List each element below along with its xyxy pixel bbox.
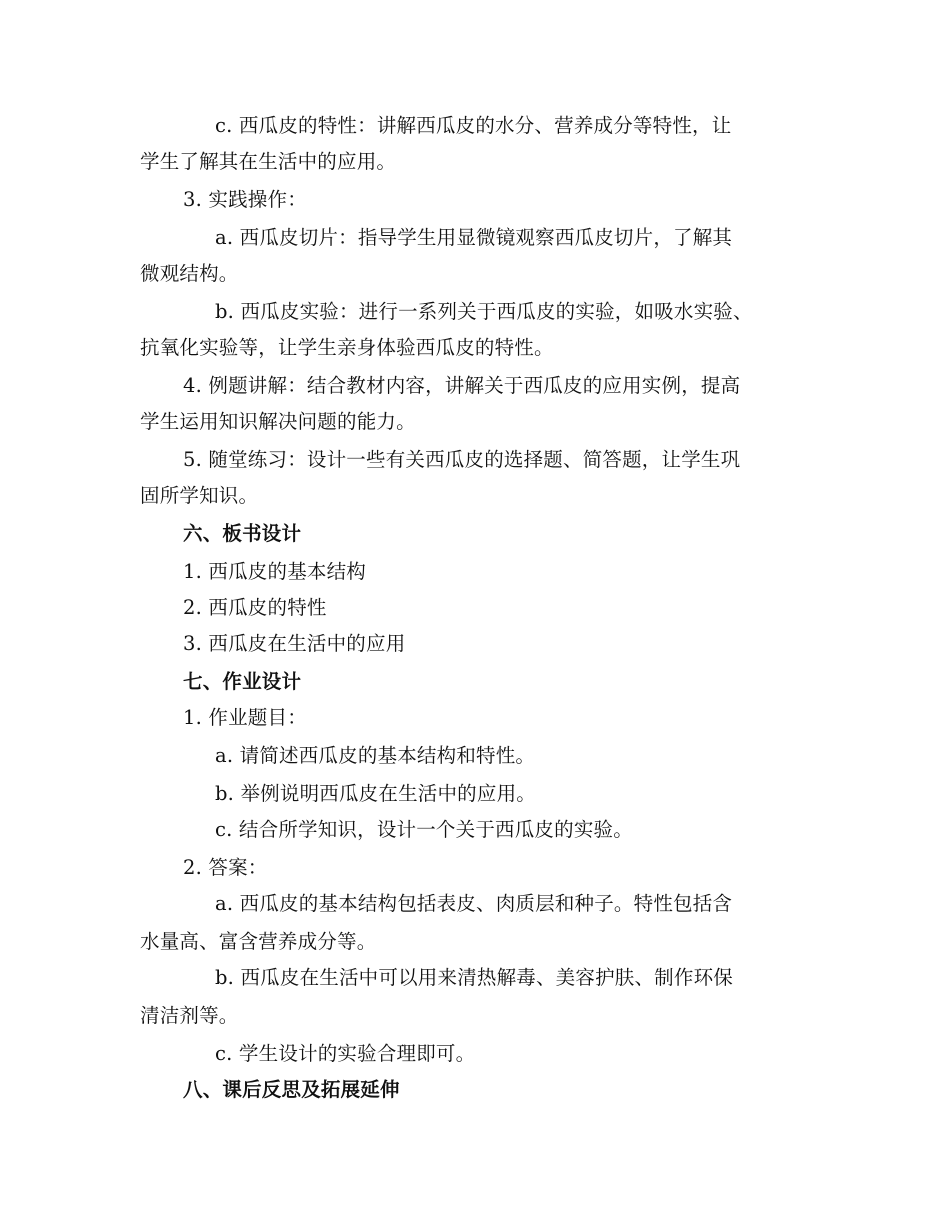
section-heading: 六、板书设计 xyxy=(183,522,302,545)
text-line: 抗氧化实验等，让学生亲身体验西瓜皮的特性。 xyxy=(140,336,554,359)
text-line: 固所学知识。 xyxy=(140,484,259,507)
text-line: c. 西瓜皮的特性：讲解西瓜皮的水分、营养成分等特性，让 xyxy=(215,114,732,137)
text-line: 3. 西瓜皮在生活中的应用 xyxy=(183,632,406,655)
text-line: 微观结构。 xyxy=(140,262,239,285)
text-line: b. 西瓜皮在生活中可以用来清热解毒、美容护肤、制作环保 xyxy=(215,966,733,989)
text-line: 1. 西瓜皮的基本结构 xyxy=(183,560,367,583)
text-line: 2. 西瓜皮的特性 xyxy=(183,596,327,619)
text-line: a. 西瓜皮切片：指导学生用显微镜观察西瓜皮切片，了解其 xyxy=(215,226,733,249)
text-line: b. 举例说明西瓜皮在生活中的应用。 xyxy=(215,782,536,805)
section-heading: 八、课后反思及拓展延伸 xyxy=(183,1078,400,1101)
text-line: 水量高、富含营养成分等。 xyxy=(140,930,377,953)
text-line: 清洁剂等。 xyxy=(140,1004,239,1027)
text-line: 学生运用知识解决问题的能力。 xyxy=(140,410,416,433)
text-line: a. 请简述西瓜皮的基本结构和特性。 xyxy=(215,744,536,767)
section-heading: 七、作业设计 xyxy=(183,670,302,693)
text-line: 2. 答案： xyxy=(183,856,268,879)
text-line: 5. 随堂练习：设计一些有关西瓜皮的选择题、简答题，让学生巩 xyxy=(183,448,741,471)
text-line: 4. 例题讲解：结合教材内容，讲解关于西瓜皮的应用实例，提高 xyxy=(183,374,741,397)
text-line: 学生了解其在生活中的应用。 xyxy=(140,150,397,173)
text-line: c. 学生设计的实验合理即可。 xyxy=(215,1042,476,1065)
text-line: 1. 作业题目： xyxy=(183,706,307,729)
text-line: a. 西瓜皮的基本结构包括表皮、肉质层和种子。特性包括含 xyxy=(215,892,733,915)
text-line: c. 结合所学知识，设计一个关于西瓜皮的实验。 xyxy=(215,818,633,841)
text-line: b. 西瓜皮实验：进行一系列关于西瓜皮的实验，如吸水实验、 xyxy=(215,300,753,323)
text-line: 3. 实践操作： xyxy=(183,188,307,211)
